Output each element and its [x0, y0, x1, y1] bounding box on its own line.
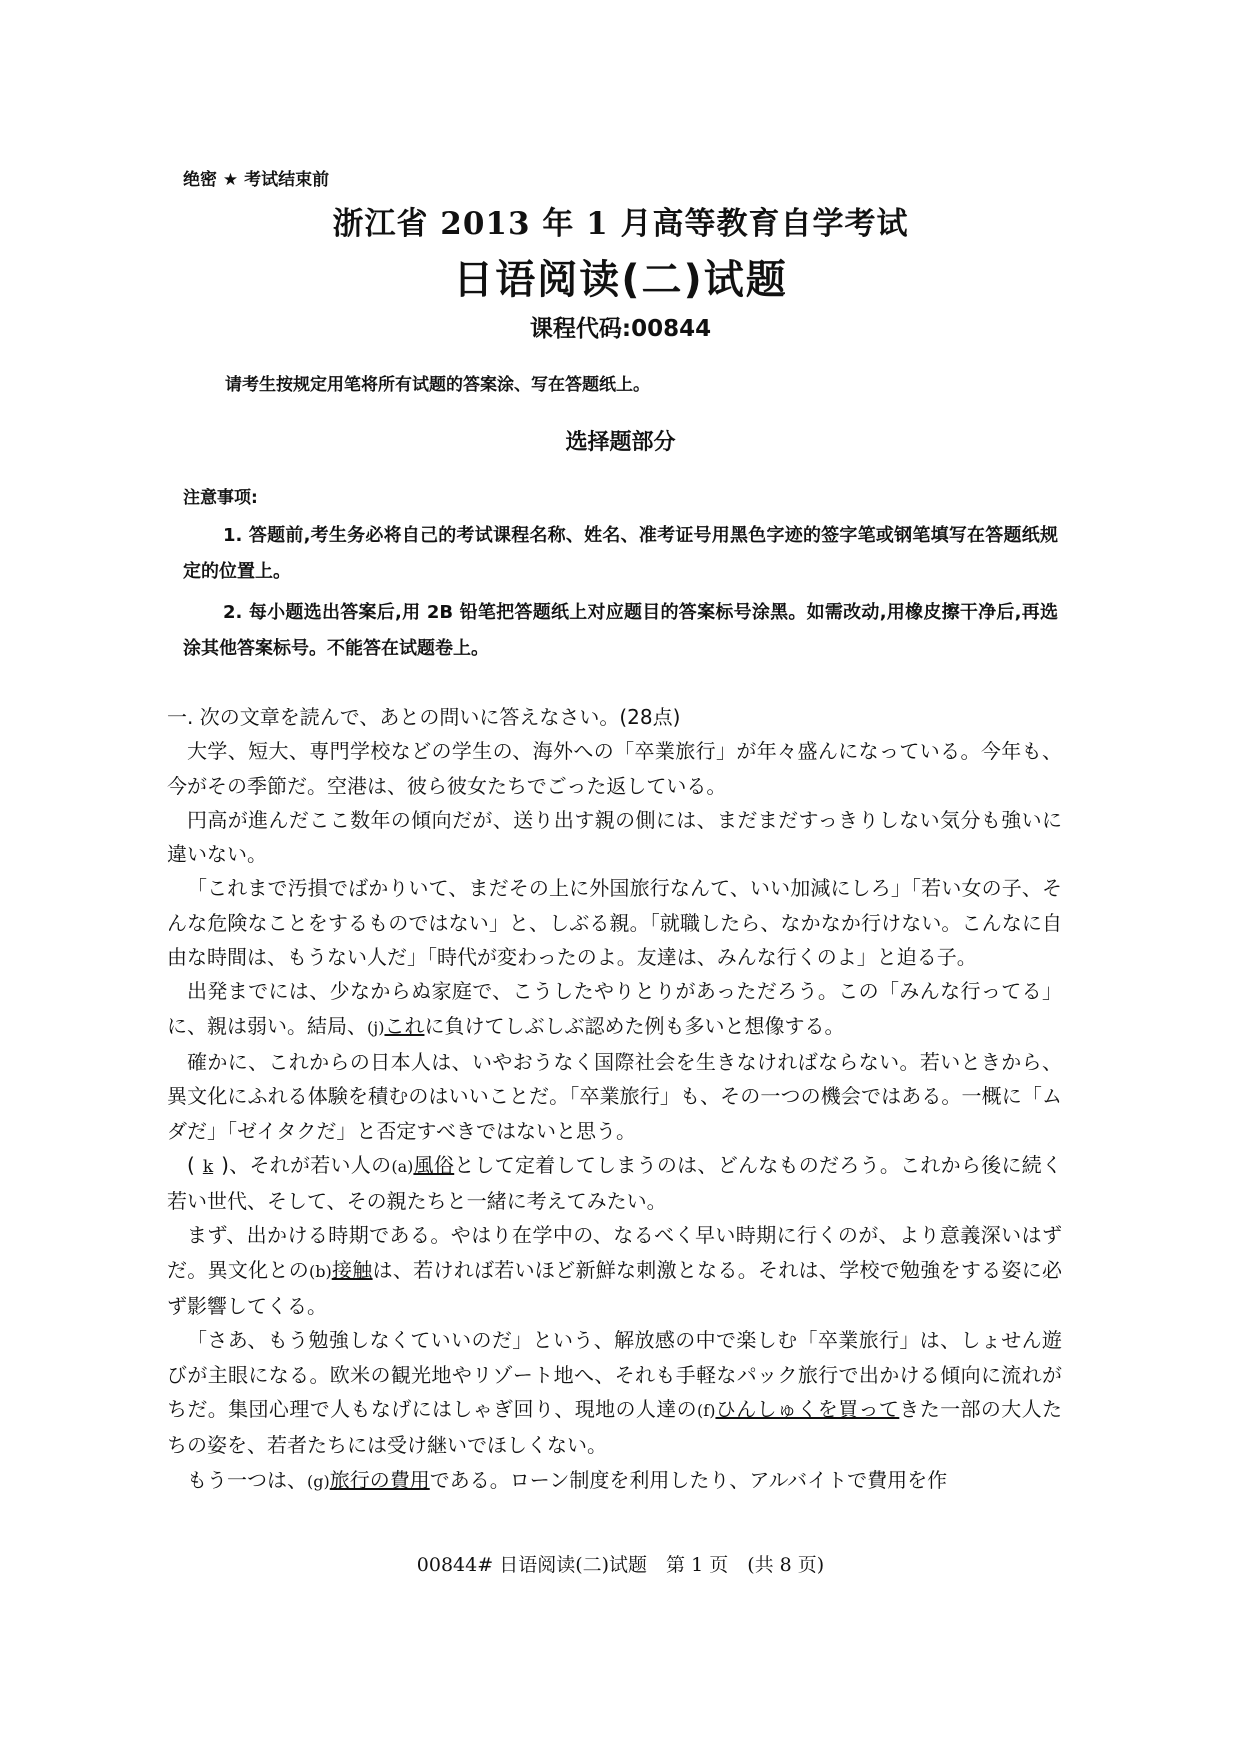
paragraph-8-text-a: 「さあ、もう勉強しなくていいのだ」という、解放感の中で楽しむ「卒業旅行」は、しょせん遊びが主眼になる。欧米の観光地やリゾート地へ、それも手軽なパック旅行で出かける傾向に流れがちだ。集団心理で人もなげにはしゃぎ回り、現地の人達の	[167, 1328, 1062, 1421]
paragraph-4-text-a: 出発までには、少なからぬ家庭で、こうしたやりとりがあっただろう。この「みんな行ってる」に、親は弱い。結局、	[167, 979, 1062, 1038]
question-marker-g: (g)	[307, 1471, 330, 1491]
question-marker-j: (j)	[367, 1017, 385, 1037]
paragraph-8-text-b: きた一部の大人たちの姿を、若者たちには受け継いでほしくない。	[167, 1396, 1063, 1458]
paragraph-4-text-b: に負けてしぶしぶ認めた例も多いと想像する。	[424, 1013, 845, 1038]
paragraph-8	[167, 1323, 1062, 1462]
question-marker-a: (a)	[391, 1156, 414, 1176]
reading-passage	[167, 700, 1062, 1499]
question-marker-f: (f)	[697, 1400, 716, 1420]
paragraph-9-text-b: である。ローン制度を利用したり、アルバイトで費用を作	[429, 1467, 948, 1492]
paragraph-9	[167, 1463, 1062, 1499]
underlined-term-a: 風俗	[413, 1152, 455, 1177]
paragraph-7-text-a: まず、出かける時期である。やはり在学中の、なるべく早い時期に行くのが、より意義深いはずだ。異文化との	[167, 1223, 1062, 1282]
paragraph-2: 円高が進んだここ数年の傾向だが、送り出す親の側には、まだまだすっきりしない気分も強いに違いない。	[167, 807, 1062, 867]
paragraph-9-text-a: もう一つは、	[187, 1467, 307, 1492]
confidential-label: 绝密 ★ 考试结束前	[183, 170, 330, 190]
paragraph-3: 「これまで汚損でばかりいて、まだその上に外国旅行なんて、いい加減にしろ」「若い女の子、そんな危険なことをするものではない」と、しぶる親。「就職したら、なかなか行けない。こんなに自由な時間は、もうない人だ」「時代が変わったのよ。友達は、みんな行くのよ」と迫る子。	[167, 876, 1062, 970]
note-1: 1. 答题前,考生务必将自己的考试课程名称、姓名、准考证号用黑色字迹的签字笔或钢笔填写在答题纸规定的位置上。	[183, 525, 1058, 582]
subject-title: 日语阅读(二)试题	[453, 257, 788, 303]
notes-heading: 注意事项:	[183, 488, 258, 508]
page-footer: 00844# 日语阅读(二)试题 第 1 页 (共 8 页)	[416, 1554, 825, 1576]
underlined-term-g: 旅行の費用	[329, 1467, 430, 1492]
section-heading: 选择题部分	[565, 430, 676, 455]
question-instruction: 一. 次の文章を読んで、あとの問いに答えなさい。(28点)	[167, 705, 681, 729]
note-2: 2. 每小题选出答案后,用 2B 铅笔把答题纸上对应题目的答案标号涂黑。如需改动,用橡皮擦干净后,再选涂其他答案标号。不能答在试题卷上。	[183, 602, 1058, 659]
paragraph-1: 大学、短大、専門学校などの学生の、海外への「卒業旅行」が年々盛んになっている。今年も、今がその季節だ。空港は、彼ら彼女たちでごった返している。	[167, 739, 1062, 798]
paragraph-7	[167, 1218, 1062, 1323]
question-marker-b: (b)	[309, 1261, 332, 1281]
paragraph-5: 確かに、これからの日本人は、いやおうなく国際社会を生きなければならない。若いときから、異文化にふれる体験を積むのはいいことだ。「卒業旅行」も、その一つの機会ではある。一概に「ムダだ」「ゼイタクだ」と否定すべきではないと思う。	[167, 1049, 1062, 1143]
exam-title: 浙江省 2013 年 1 月高等教育自学考试	[332, 206, 909, 242]
paragraph-6-text-a: )、それが若い人の	[221, 1152, 392, 1177]
underlined-term-f: ひんしゅくを買って	[715, 1396, 900, 1421]
paragraph-4	[167, 974, 1062, 1045]
underlined-term-b: 接触	[331, 1257, 373, 1282]
blank-open-paren: (	[187, 1152, 195, 1177]
answer-instruction: 请考生按规定用笔将所有试题的答案涂、写在答题纸上。	[225, 375, 650, 395]
course-code: 课程代码:00844	[529, 316, 712, 342]
paragraph-6	[167, 1148, 1062, 1219]
paragraph-7-text-b: は、若ければ若いほど新鮮な刺激となる。それは、学校で勉強をする姿に必ず影響してくる。	[167, 1257, 1063, 1319]
underlined-term-j: これ	[384, 1013, 425, 1038]
blank-k: k	[202, 1156, 214, 1177]
paragraph-6-text-b: として定着してしまうのは、どんなものだろう。これから後に続く若い世代、そして、その親たちと一緒に考えてみたい。	[167, 1152, 1063, 1214]
